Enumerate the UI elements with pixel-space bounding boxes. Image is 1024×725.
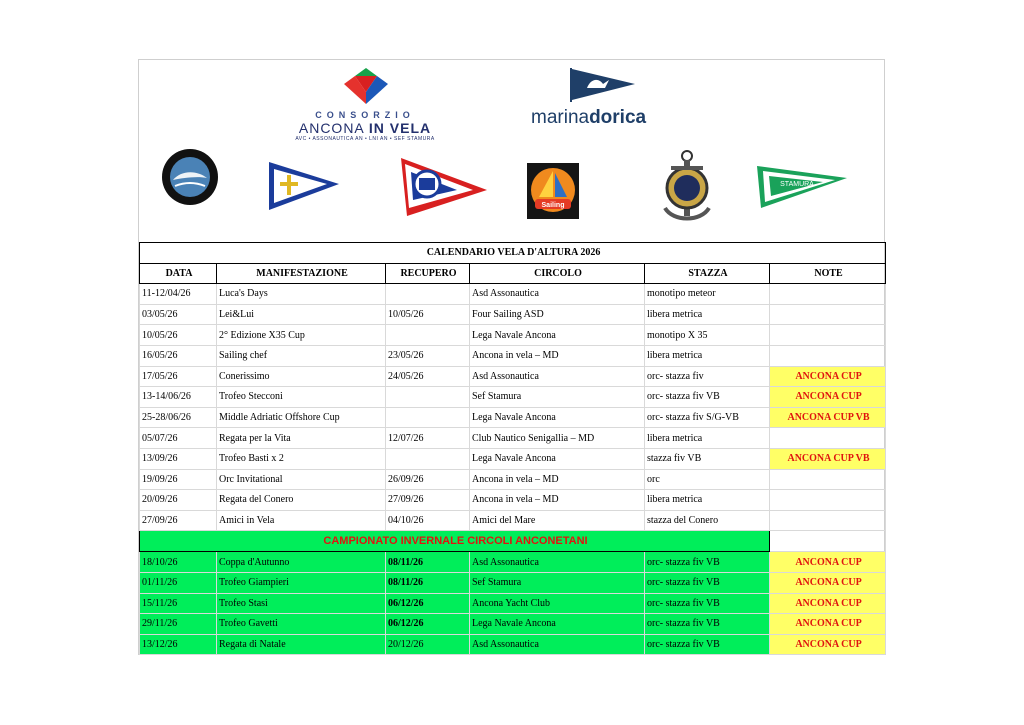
cell-note — [770, 325, 886, 346]
cell-circolo: Amici del Mare — [470, 510, 645, 531]
cell-manifestazione: Lei&Lui — [217, 304, 386, 325]
table-row — [140, 469, 886, 490]
cell-recupero: 20/12/26 — [386, 634, 470, 655]
consorzio-line2a: ANCONA — [298, 120, 369, 136]
cell-stazza: monotipo meteor — [645, 284, 770, 305]
cell-manifestazione: Orc Invitational — [217, 469, 386, 490]
cell-data: 15/11/26 — [140, 593, 217, 614]
table-row — [140, 572, 886, 593]
cell-data: 16/05/26 — [140, 345, 217, 366]
cell-stazza: monotipo X 35 — [645, 325, 770, 346]
cell-circolo: Four Sailing ASD — [470, 304, 645, 325]
cell-stazza: orc- stazza fiv — [645, 366, 770, 387]
cell-stazza: libera metrica — [645, 345, 770, 366]
cell-data: 13/12/26 — [140, 634, 217, 655]
cell-data: 13/09/26 — [140, 448, 217, 469]
cell-circolo: Lega Navale Ancona — [470, 325, 645, 346]
cell-stazza: stazza del Conero — [645, 510, 770, 531]
cell-note — [770, 428, 886, 449]
cell-circolo: Ancona in vela – MD — [470, 469, 645, 490]
cell-recupero — [386, 407, 470, 428]
table-row — [140, 304, 886, 325]
calendar-title: CALENDARIO VELA D'ALTURA 2026 — [140, 243, 886, 264]
marina-part1: marina — [531, 107, 590, 128]
marina-dorica-title — [531, 107, 646, 129]
cell-recupero: 12/07/26 — [386, 428, 470, 449]
cell-stazza: stazza fiv VB — [645, 448, 770, 469]
cell-recupero — [386, 387, 470, 408]
cell-manifestazione: Middle Adriatic Offshore Cup — [217, 407, 386, 428]
table-row — [140, 490, 886, 511]
cell-note: ANCONA CUP — [770, 593, 886, 614]
cell-note — [770, 490, 886, 511]
cell-recupero — [386, 448, 470, 469]
cell-recupero: 27/09/26 — [386, 490, 470, 511]
cell-data: 03/05/26 — [140, 304, 217, 325]
cell-manifestazione: Luca's Days — [217, 284, 386, 305]
sailing-badge-logo — [527, 163, 579, 219]
marina-part2: dorica — [589, 107, 647, 128]
header-stazza: STAZZA — [645, 263, 770, 284]
cell-recupero: 23/05/26 — [386, 345, 470, 366]
cell-manifestazione: Trofeo Gavetti — [217, 614, 386, 635]
cell-note: ANCONA CUP — [770, 572, 886, 593]
cell-note — [770, 284, 886, 305]
cell-data: 27/09/26 — [140, 510, 217, 531]
table-row — [140, 428, 886, 449]
cell-manifestazione: Trofeo Stasi — [217, 593, 386, 614]
championship-empty-cell — [770, 531, 886, 552]
cell-stazza: orc- stazza fiv VB — [645, 552, 770, 573]
cell-manifestazione: Amici in Vela — [217, 510, 386, 531]
cell-manifestazione: Conerissimo — [217, 366, 386, 387]
cell-manifestazione: Trofeo Stecconi — [217, 387, 386, 408]
cell-manifestazione: Regata di Natale — [217, 634, 386, 655]
table-row — [140, 634, 886, 655]
table-row — [140, 366, 886, 387]
cell-data: 13-14/06/26 — [140, 387, 217, 408]
cell-data: 19/09/26 — [140, 469, 217, 490]
cell-circolo: Sef Stamura — [470, 387, 645, 408]
cell-data: 05/07/26 — [140, 428, 217, 449]
anchor-crest-logo — [659, 150, 715, 226]
table-row — [140, 407, 886, 428]
cell-stazza: orc- stazza fiv VB — [645, 634, 770, 655]
cell-note: ANCONA CUP — [770, 552, 886, 573]
marina-dorica-flag-icon — [569, 66, 637, 104]
cell-recupero: 26/09/26 — [386, 469, 470, 490]
cell-recupero: 08/11/26 — [386, 572, 470, 593]
cell-stazza: orc- stazza fiv VB — [645, 572, 770, 593]
club-amici-del-mare-logo — [161, 148, 219, 206]
table-row — [140, 325, 886, 346]
cell-data: 29/11/26 — [140, 614, 217, 635]
cell-circolo: Sef Stamura — [470, 572, 645, 593]
cell-data: 18/10/26 — [140, 552, 217, 573]
cross-pennant-icon — [267, 160, 341, 212]
cell-note: ANCONA CUP — [770, 634, 886, 655]
cell-data: 10/05/26 — [140, 325, 217, 346]
cell-stazza: libera metrica — [645, 490, 770, 511]
stamura-pennant-logo — [755, 162, 849, 210]
cell-recupero — [386, 284, 470, 305]
cell-circolo: Asd Assonautica — [470, 634, 645, 655]
cell-circolo: Ancona Yacht Club — [470, 593, 645, 614]
calendar-table — [139, 242, 886, 655]
cell-stazza: libera metrica — [645, 428, 770, 449]
cell-recupero: 06/12/26 — [386, 593, 470, 614]
sailing-badge-text: Sailing — [541, 202, 565, 209]
table-row — [140, 593, 886, 614]
cell-note — [770, 469, 886, 490]
cell-stazza: orc- stazza fiv VB — [645, 593, 770, 614]
cell-manifestazione: Trofeo Giampieri — [217, 572, 386, 593]
cell-circolo: Ancona in vela – MD — [470, 345, 645, 366]
cell-note: ANCONA CUP VB — [770, 448, 886, 469]
cell-note — [770, 345, 886, 366]
header-note: NOTE — [770, 263, 886, 284]
table-row — [140, 345, 886, 366]
circle-burgee-pennant-icon — [397, 148, 489, 220]
logos-banner — [139, 60, 886, 242]
cell-circolo: Ancona in vela – MD — [470, 490, 645, 511]
stamura-pennant-text: STAMURA — [780, 181, 814, 188]
cell-recupero: 24/05/26 — [386, 366, 470, 387]
cell-note — [770, 510, 886, 531]
cell-circolo: Lega Navale Ancona — [470, 407, 645, 428]
cell-stazza: orc- stazza fiv S/G-VB — [645, 407, 770, 428]
cell-circolo: Lega Navale Ancona — [470, 614, 645, 635]
cell-manifestazione: Coppa d'Autunno — [217, 552, 386, 573]
cell-note: ANCONA CUP — [770, 614, 886, 635]
championship-title: CAMPIONATO INVERNALE CIRCOLI ANCONETANI — [140, 531, 770, 552]
cell-note — [770, 304, 886, 325]
cell-recupero: 08/11/26 — [386, 552, 470, 573]
table-row — [140, 284, 886, 305]
cell-manifestazione: Trofeo Basti x 2 — [217, 448, 386, 469]
cell-data: 17/05/26 — [140, 366, 217, 387]
cell-data: 11-12/04/26 — [140, 284, 217, 305]
consorzio-line3: AVC • ASSONAUTICA AN • LNI AN • SEF STAMURA — [295, 136, 435, 142]
table-row — [140, 510, 886, 531]
cell-manifestazione: 2° Edizione X35 Cup — [217, 325, 386, 346]
cell-stazza: libera metrica — [645, 304, 770, 325]
cell-recupero: 04/10/26 — [386, 510, 470, 531]
cell-data: 20/09/26 — [140, 490, 217, 511]
cell-data: 25-28/06/26 — [140, 407, 217, 428]
header-manifestazione: MANIFESTAZIONE — [217, 263, 386, 284]
cell-circolo: Asd Assonautica — [470, 284, 645, 305]
consorzio-line1: CONSORZIO — [315, 110, 415, 120]
cell-data: 01/11/26 — [140, 572, 217, 593]
cell-stazza: orc- stazza fiv VB — [645, 614, 770, 635]
cell-recupero: 10/05/26 — [386, 304, 470, 325]
cell-manifestazione: Regata del Conero — [217, 490, 386, 511]
consorzio-line2b: IN VELA — [368, 120, 432, 136]
cell-manifestazione: Sailing chef — [217, 345, 386, 366]
table-row — [140, 448, 886, 469]
header-data: DATA — [140, 263, 217, 284]
cell-circolo: Lega Navale Ancona — [470, 448, 645, 469]
cell-note: ANCONA CUP VB — [770, 407, 886, 428]
calendar-sheet — [138, 59, 885, 655]
cell-manifestazione: Regata per la Vita — [217, 428, 386, 449]
cell-circolo: Asd Assonautica — [470, 552, 645, 573]
consorzio-title — [287, 110, 443, 142]
cell-note: ANCONA CUP — [770, 366, 886, 387]
table-row — [140, 552, 886, 573]
cell-stazza: orc — [645, 469, 770, 490]
cell-circolo: Club Nautico Senigallia – MD — [470, 428, 645, 449]
championship-row — [140, 531, 886, 552]
cell-recupero: 06/12/26 — [386, 614, 470, 635]
cell-recupero — [386, 325, 470, 346]
cell-stazza: orc- stazza fiv VB — [645, 387, 770, 408]
cell-note: ANCONA CUP — [770, 387, 886, 408]
table-row — [140, 614, 886, 635]
cell-circolo: Asd Assonautica — [470, 366, 645, 387]
header-circolo: CIRCOLO — [470, 263, 645, 284]
header-recupero: RECUPERO — [386, 263, 470, 284]
consorzio-ancona-in-vela-logo — [341, 66, 391, 106]
table-row — [140, 387, 886, 408]
